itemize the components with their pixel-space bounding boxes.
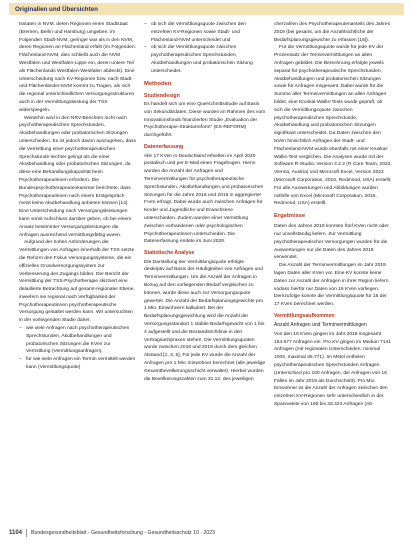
paragraph: Weiterhin wird in den NRV-Berichten nicht nach psychotherapeutischen Sprechstunden, Akutbehandlungen oder probatorischen Sitzungen unterschieden. Es ist jedoch davon auszugehen, dass die Vermittlung einer psychotherapeutischen Sprechstunde leichter gelingt als die einer Akutbehandlung oder probatorischen Sitzungen, da diese eine Behandlungskapazität beim Psychotherapeutinnen erfordern. Die Bundespsychotherapeutenkammer berichtete, dass Psychotherapeutinnen nach einem Erstgespräch meist keine Akutbehandlung anbieten können [14]. Eine Unterscheidung nach Versorgungsleistungen kann somit Aufschluss darüber geben, ob bei einem Ansatz bestimmter Versorgungsleistungen die Anfragen ausreichend vermittlungsfähig waren. <box>19 115 136 238</box>
section-heading: Ergebnisse <box>274 213 306 220</box>
list-item: – für wie viele Anfragen ein Termin vermittelt werden kann (Vermittlungsquote) <box>19 357 136 371</box>
list-item: – ob sich die Vermittlungsquote zwischen den einzelnen KV-Regionen sowie Stadt- und Flächenland-NVM unterscheidet und <box>144 22 246 43</box>
subsection-heading: Vermittlungsaufkommen <box>274 312 335 319</box>
paragraph: Aufgrund der hohen Anforderungen die Vermittlungen von Anfragen innerhalb der TSS setzte die Reform den Fokus Versorgungssysteme, die ein offizielles Grundversorgungssystem zur Verbesserung des Zugangs bilden. Der Bericht der Vermittlung der TSS-Psychotherapie skizziert eine detaillierte Betrachtung auf gesamt-regionaler Ebene, inwiefern sie regional nach Verfügbarkeit der Psychotherapeutinnen psychotherapeutische Versorgung gestaltet werden kann. Wir untersuchten in der vorliegenden Studie daher, <box>19 240 135 324</box>
section-label: Originalien und Übersichten <box>15 5 98 13</box>
paragraph: cherzahlen des Psychotherapeutenanteils des Jahres 2019 (bei gesamt, um die Anzahlsichtliche der Bedarfsplanungsgewichte zu erfassen [16]). <box>274 22 391 43</box>
subsection-heading: Datenerfassung <box>144 144 184 151</box>
section-heading: Methoden <box>144 80 172 87</box>
footer-divider <box>26 529 27 537</box>
page-number: 1104 <box>9 530 23 536</box>
bullet-dash: – <box>19 326 22 332</box>
journal-name: Bundesgesundheitsblatt - Gesundheitsforschung - Gesundheitsschutz 10 · 2023 <box>31 530 216 536</box>
list-item: – wie viele Anfragen nach psychotherapeutischen Sprechstunden, Akutbehandlungen und probatorischen Sitzungen die KVen zur Vermittlung (Vermittlungsanfragen), <box>19 326 130 355</box>
paragraph: tsstaten in NVM, deren Regionen einen Stadtstaat (Bremen, Berlin und Hamburg) umgeben: im Folgenden Stadt-NVM, geringer war als in den NVM, deren Regionen an Flächenland erfüllt (im Folgenden: Flächenland-NVM, dies schließt auch die NVM Westfalen und Westfalen-Lippe ein, deren untere Teil als Flächenlands Westfalen-Westfalen abdeckt). Eine Unterscheidung nach KV-Regionen bzw. nach Stadt- und Flächenländer-NVM kommt zu Tragen, als sich die regional unterschiedlichen Versorgungsstrukturen auch in der Vermittlungsleistung der TSS widerspiegeln. <box>19 22 136 113</box>
subsection-heading: Studiendesign <box>144 92 180 99</box>
paragraph: Daten des Jahres 2018 konnten fünf KVen nicht oder nur unvollständig liefern. Zur Vermittlung psychotherapeutischer Versorgungen wurden für die Auswertungen nur die Daten des Jahres 2019 verwendet. <box>274 224 389 261</box>
section-header-bar <box>9 3 404 15</box>
text-column-1 <box>19 21 136 526</box>
paragraph: Von den 16 KVen gingen im Jahr 2019 insgesamt 154.677 Anfragen ein. Pro KV gingen im Median 7141 Anfragen (mit regionalen Unterschieden: minimal 1004, maximal 36.771). Im Mittel entfielen psychotherapeutischen Sprechstunden Anfragen (Unterschied pro 100 Anfragen, die Anfragen von 16 Fällen im Jahr 2019 als Durchschnitt). Pro Mio. Einwohner ist die Anzahl der Anfragen zwischen den einzelnen KV-Regionen sehr unterschiedlich in der Spannweite von 195 bis 33.424 Anfragen (Ab- <box>274 331 391 408</box>
paragraph: Die Anzahl der Terminvermittlungen im Jahr 2019 lagen Daten aller KVen vor. Eine KV konnte keine Daten zur Anzahl der Anfragen in ihrer Region liefern, sodass hierfür nur Daten von 16 KVen vorliegen. Demzufolge konnte die Vermittlungsquote für 16 der 17 KVen berechnet werden. <box>274 263 390 308</box>
subsection-subheading: Anzahl Anfragen und Terminvermittlungen <box>274 322 367 329</box>
bullet-dash: – <box>144 45 147 51</box>
bullet-dash: – <box>19 357 22 363</box>
page-footer <box>9 527 404 539</box>
text-column-3 <box>274 21 392 526</box>
paragraph: Alle 17 KVen in Deutschland erhielten im April 2020 postalisch und per E-Mail einen Fragebogen. Hierin wurden die Anzahl der Anfragen und Terminvermittlungen für psychotherapeutische Sprechstunden, Akutbehandlungen und probatorischen Sitzungen für die Jahre 2018 und 2019 in aggregierter Form erfragt. Dabei wurde auch zwischen Anfragen für Kinder und Jugendliche und Erwachsene unterschieden. Zudem wurden einer Vermittlung zwischen vorhandenen oder psychologischen Psychotherapeutinnen unterschieden. Die Datenerfassung endete im Juni 2020. <box>144 153 264 245</box>
subsection-heading: Statistische Analyse <box>144 250 195 257</box>
paragraph: Für die Vermittlungsquote wurde für jede KV der Prozentsatz der Terminvermittlungen an allen Anfragen gebildet. Die Berechnung erfolgte jeweils separat für psychotherapeutische Sprechstunden, Akutbehandlungen und probatorischen Sitzungen sowie für Anfragen insgesamt. Dabei wurde für die Summe aller Terminvermittlungen an allen Anfragen bildet, eine Kruskal-Wallis-Tests wurde geprüft, ob sich die Vermittlungsquote zwischen psychotherapeutischen Sprechstunde, Akutbehandlung und probatorischen Sitzungen signifikant unterscheidet. Da Daten zwischen den NVen hinsichtlich Anfragen der Stadt- und Flächenland-NVM wurde ebenfalls mit einer Kruskal-Wallis-Test verglichen. Die Analysen wurde mit der Software R-Studio, Version 4.2.2 (R Core Team, 2023, Vienna, Austria) und Microsoft Excel, Version 2022 (Microsoft Corporation, 2016, Redmond, USA) erstellt. Für alle Auswertungen und Abbildungen wurden mithilfe von Excel (Microsoft Corporation, 2016, Redmond, USA) erstellt. <box>274 45 392 207</box>
list-item: – ob sich die Vermittlungsquote zwischen psychotherapeutischen Sprechstunden, Akutbehandlungen und probatorischen Sitzung unterscheidet. <box>144 45 253 74</box>
paragraph: Es handelt sich um eine Querschnittsstudie auf Basis von Sekundärdaten. Diese wurden im Rahmen des vom Innovationsfonds finanzierten Studie „Evaluation der Psychotherapie-Strukturreform“ (ES-REFORM) durchgeführt. <box>144 102 266 139</box>
bullet-dash: – <box>144 22 147 27</box>
paragraph: Die Darstellung der Vermittlungsquote erfolgte deskriptiv auf Basis der Häufigkeiten von Anfragen und Terminvermittlungen. Um die Anzahl der Anfragen in Bezug auf den vorliegenden Bedarf vergleichen zu können, wurde diese auch zur Versorgungsquote gewertet. Die Anzahl der Bedarfsplanungsgewichte pro 1 Mio. Einwohnern kalkuliert. Bei der Bedarfsplanungsgewichtung wird die Anzahl der Versorgungsstandort 1 stabile Bedarfsgewicht von 1 bis 4 aufgestellt und die Bestandsrichtlinie in den Vertragsarztpraxen stehen. Die Vermittlungsquoten wurde zwischen 2018 und 2019 durch dem gleichen Abstand [1, 3, 5]. Für jede KV wurde die Anzahl der Anfragen pro 1 Mio. Einwohner berechnet (alle jeweilige Gesamtbevölkerungsschicht verwaltet). Hierbei wurden die Bevölkerungszahlen zum 31.12. des jeweiligen <box>144 259 266 382</box>
text-column-2 <box>144 21 266 526</box>
